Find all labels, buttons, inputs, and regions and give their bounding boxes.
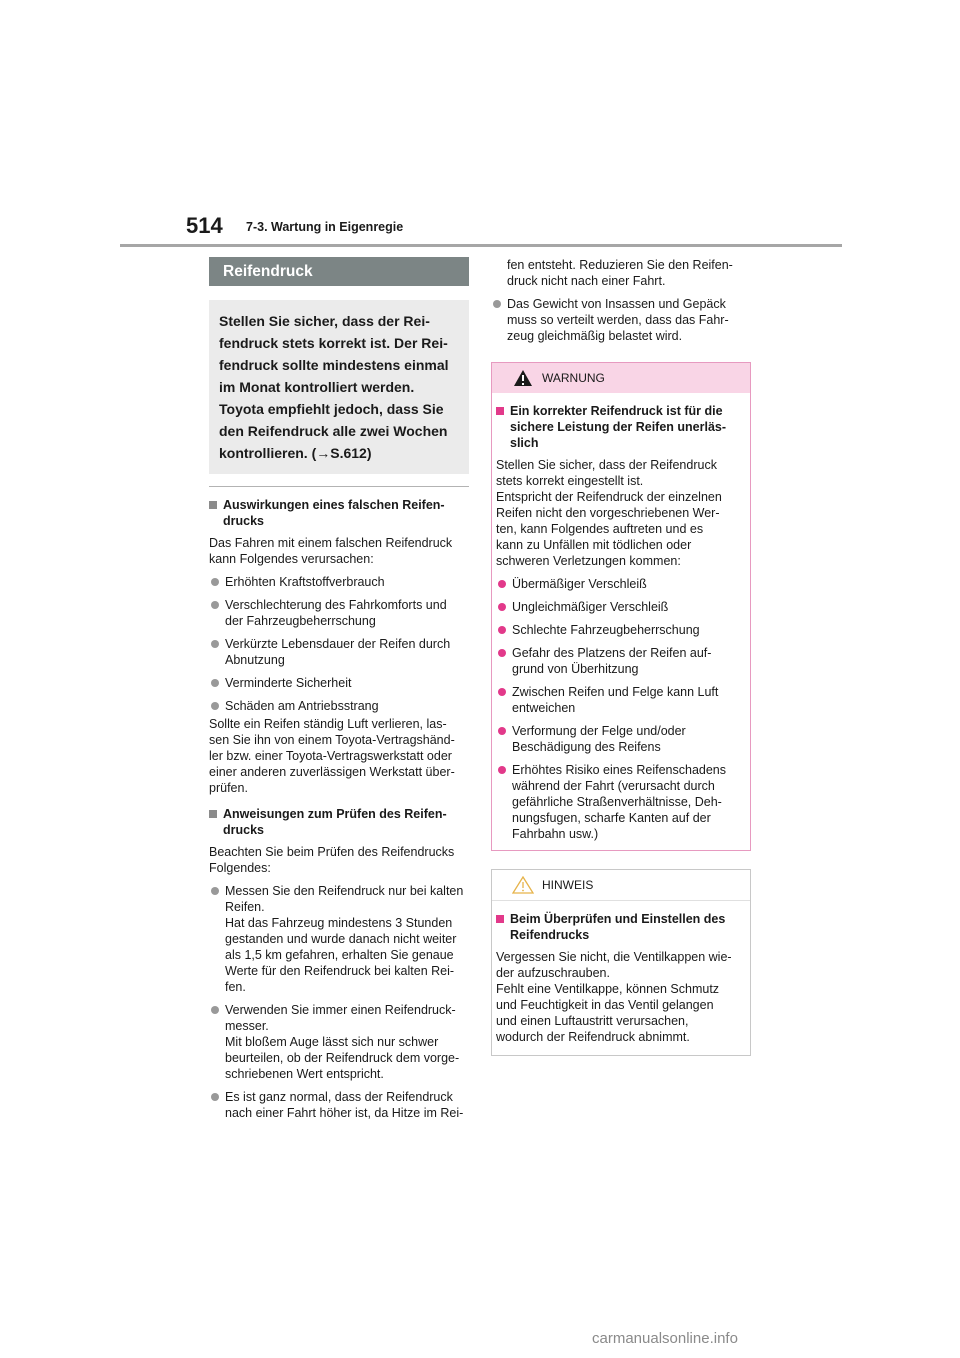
warning-label: WARNUNG	[542, 371, 605, 385]
page-title: Reifendruck	[209, 257, 469, 286]
list-item: Verschlechterung des Fahrkomforts und der Fahrzeugbeherrschung	[209, 597, 469, 629]
list-item: Verwenden Sie immer einen Reifendruck- messer. Mit bloßem Auge lässt sich nur schwer beurteilen, ob der Reifendruck dem vorge- schriebenen Wert entspricht.	[209, 1002, 469, 1082]
subheading-effects: Auswirkungen eines falschen Reifen- drucks	[209, 497, 469, 529]
intro-line: den Reifendruck alle zwei Wochen	[219, 423, 448, 439]
warning-text: Stellen Sie sicher, dass der Reifendruck stets korrekt eingestellt ist. Entspricht der Reifendruck der einzelnen Reifen nicht den vorgeschriebenen Wer- ten, kann Folgendes auftreten und es kann zu Unfällen mit tödlichen oder schweren Verletzungen kommen:	[496, 458, 722, 568]
intro-line: Toyota empfiehlt jedoch, dass Sie	[219, 401, 444, 417]
warning-list-item: Gefahr des Platzens der Reifen auf- grund von Überhitzung	[496, 645, 746, 677]
right-column	[491, 257, 751, 1056]
note-header	[492, 870, 750, 901]
subheading-instructions: Anweisungen zum Prüfen des Reifen- drucks	[209, 806, 469, 838]
warning-list-item: Ungleichmäßiger Verschleiß	[496, 599, 746, 615]
paragraph: Beachten Sie beim Prüfen des Reifendrucks Folgendes:	[209, 845, 455, 875]
page-number: 514	[186, 213, 223, 238]
list-item: Es ist ganz normal, dass der Reifendruck nach einer Fahrt höher ist, da Hitze im Rei-	[209, 1089, 469, 1121]
warning-list-item: Zwischen Reifen und Felge kann Luft entweichen	[496, 684, 746, 716]
list-item: Das Gewicht von Insassen und Gepäck muss so verteilt werden, dass das Fahr- zeug gleichmäßig belastet wird.	[491, 296, 751, 344]
note-box	[491, 869, 751, 1056]
intro-line: fendruck stets korrekt ist. Der Rei-	[219, 335, 448, 351]
intro-line: im Monat kontrolliert werden.	[219, 379, 415, 395]
left-column	[209, 257, 469, 1121]
paragraph: Das Fahren mit einem falschen Reifendruck kann Folgendes verursachen:	[209, 536, 453, 566]
warning-dot	[522, 383, 524, 385]
list-item: Schäden am Antriebsstrang	[209, 698, 469, 714]
watermark: carmanualsonline.info	[592, 1330, 738, 1347]
warning-mark	[522, 375, 524, 381]
note-label: HINWEIS	[542, 878, 594, 892]
warning-list-item: Verformung der Felge und/oder Beschädigung des Reifens	[496, 723, 746, 755]
warning-list-item: Erhöhtes Risiko eines Reifenschadens während der Fahrt (verursacht durch gefährliche Straßenverhältnisse, Deh- nungsfugen, scharfe Kanten auf der Fahrbahn usw.)	[496, 762, 746, 842]
intro-box	[209, 300, 469, 474]
intro-line: fendruck sollte mindestens einmal	[219, 357, 449, 373]
section-title: 7-3. Wartung in Eigenregie	[246, 220, 404, 234]
divider	[209, 486, 469, 487]
warning-list-item: Übermäßiger Verschleiß	[496, 576, 746, 592]
note-heading: Beim Überprüfen und Einstellen des Reifendrucks	[496, 911, 746, 943]
paragraph-continued: fen entsteht. Reduzieren Sie den Reifen- druck nicht nach einer Fahrt.	[507, 258, 733, 288]
list-item: Erhöhten Kraftstoffverbrauch	[209, 574, 469, 590]
header-rule	[120, 244, 842, 247]
warning-body	[492, 393, 750, 850]
warning-heading: Ein korrekter Reifendruck ist für die sichere Leistung der Reifen unerläs- slich	[496, 403, 746, 451]
intro-line: kontrollieren. (→S.612)	[219, 445, 372, 461]
note-text: Vergessen Sie nicht, die Ventilkappen wie- der aufzuschrauben. Fehlt eine Ventilkappe, können Schmutz und Feuchtigkeit in das Ventil gelangen und einen Luftaustritt verursachen, wodurch der Reifendruck abnimmt.	[496, 950, 732, 1044]
warning-list-item: Schlechte Fahrzeugbeherrschung	[496, 622, 746, 638]
warning-header	[492, 363, 750, 393]
note-body	[492, 901, 750, 1055]
list-item: Verminderte Sicherheit	[209, 675, 469, 691]
intro-line: Stellen Sie sicher, dass der Rei-	[219, 313, 430, 329]
warning-box	[491, 362, 751, 851]
list-item: Verkürzte Lebensdauer der Reifen durch Abnutzung	[209, 636, 469, 668]
paragraph: Sollte ein Reifen ständig Luft verlieren, las- sen Sie ihn von einem Toyota-Vertragshänd- ler bzw. einer Toyota-Vertragswerkstatt oder einer anderen zuverlässigen Werkstatt über- prüfen.	[209, 717, 455, 795]
list-item: Messen Sie den Reifendruck nur bei kalten Reifen. Hat das Fahrzeug mindestens 3 Stunden gestanden und wurde danach nicht weiter als 1,5 km gefahren, erhalten Sie genaue Werte für den Reifendruck bei kalten Rei- fen.	[209, 883, 469, 995]
caution-triangle-icon	[512, 876, 534, 894]
